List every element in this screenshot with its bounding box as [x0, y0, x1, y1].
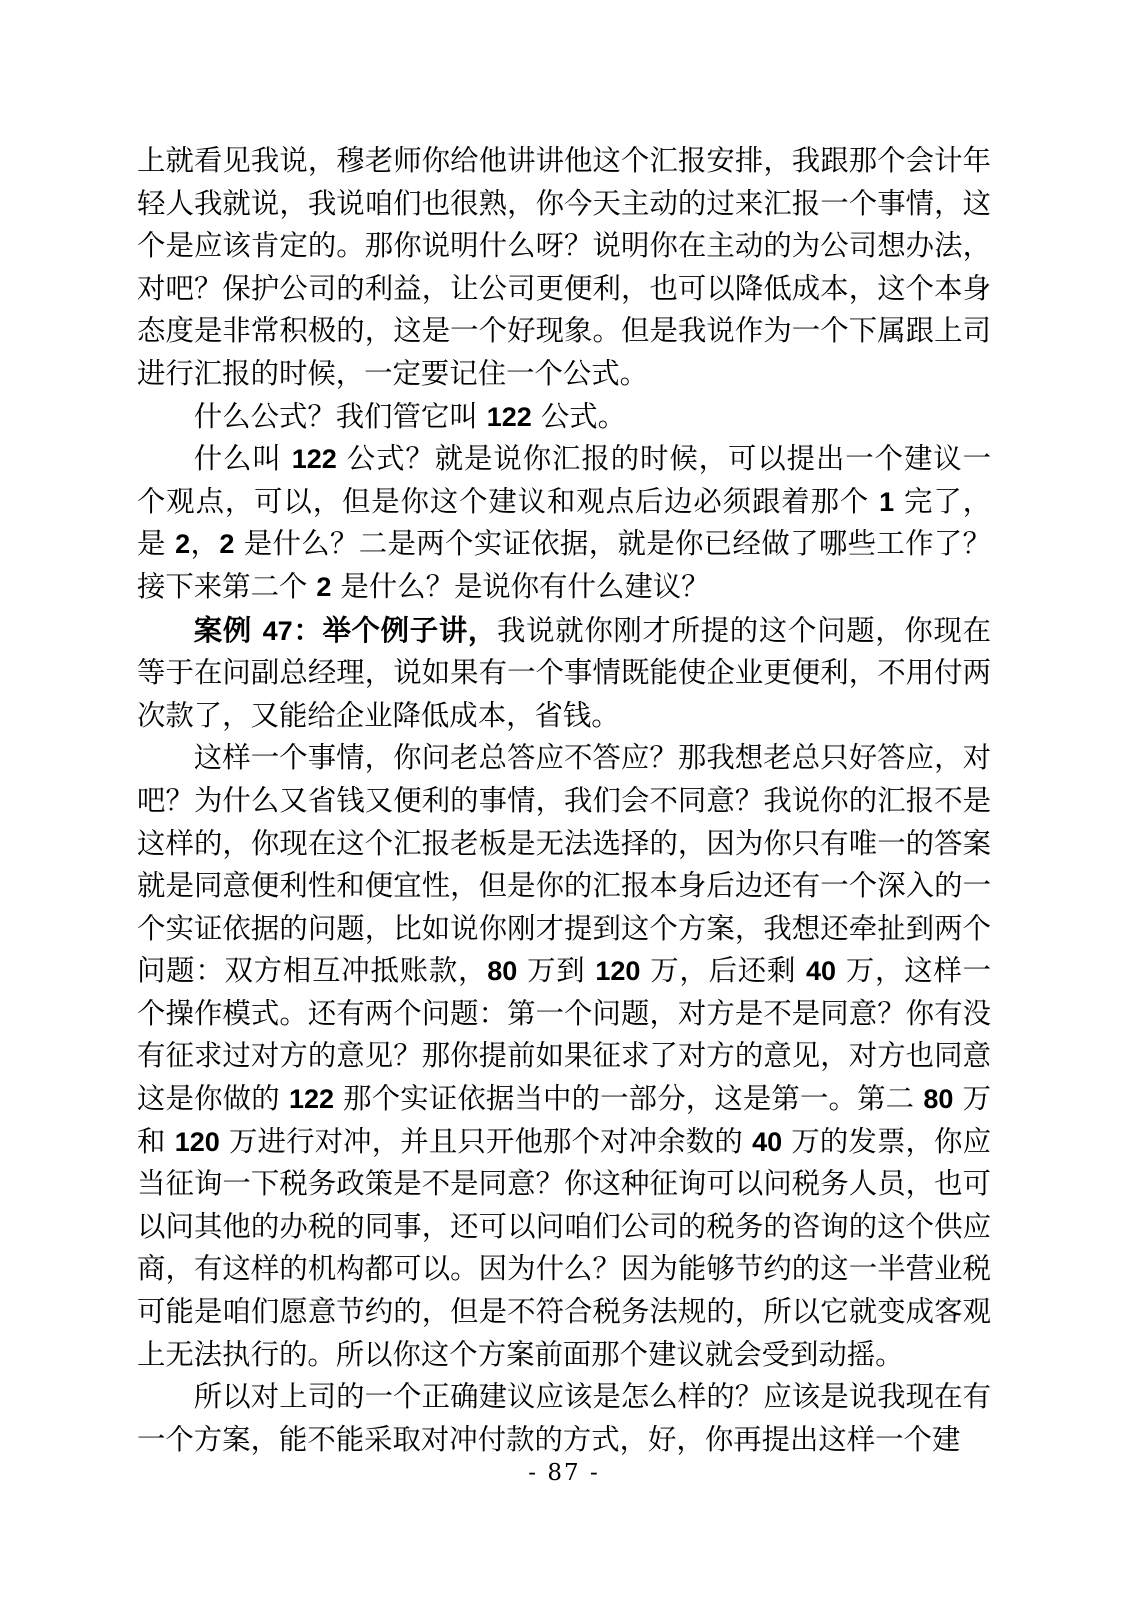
case-47-text: 我说就你刚才所提的这个问题，你现在等于在问副总经理，说如果有一个事情既能使企业更便利，不用付两次款了，又能给企业降低成本，省钱。: [137, 613, 991, 732]
paragraph-correct-suggestion: 所以对上司的一个正确建议应该是怎么样的？应该是说我现在有一个方案，能不能采取对冲付款的方式，好，你再提出这样一个建: [137, 1380, 991, 1456]
page-number: - 87 -: [528, 1460, 600, 1486]
paragraph-what-formula: 什么公式？我们管它叫 122 公式。: [193, 399, 626, 433]
paragraph-report-intro: 上就看见我说，穆老师你给他讲讲他这个汇报安排，我跟那个会计年轻人我就说，我说咱们也很熟，你今天主动的过来汇报一个事情，这个是应该肯定的。那你说明什么呀？说明你在主动的为公司想办法，对吧？保护公司的利益，让公司更便利，也可以降低成本，这个本身态度是非常积极的，这是一个好现象。但是我说作为一个下属跟上司进行汇报的时候，一定要记住一个公式。: [137, 144, 991, 390]
case-47-label: 案例 47：举个例子讲，: [193, 612, 498, 647]
paragraph-122-formula-explained: 什么叫 122 公式？就是说你汇报的时候，可以提出一个建议一个观点，可以，但是你这个建议和观点后边必须跟着那个 1 完了，是 2，2 是什么？二是两个实证依据，就是你已经做了哪些工作了？接下来第二个 2 是什么？是说你有什么建议？: [137, 442, 991, 603]
paragraph-offset-discussion: 这样一个事情，你问老总答应不答应？那我想老总只好答应，对吧？为什么又省钱又便利的事情，我们会不同意？我说你的汇报不是这样的，你现在这个汇报老板是无法选择的，因为你只有唯一的答案就是同意便利性和便宜性，但是你的汇报本身后边还有一个深入的一个实证依据的问题，比如说你刚才提到这个方案，我想还牵扯到两个问题：双方相互冲抵账款，80 万到 120 万，后还剩 40 万，这样一个操作模式。还有两个问题：第一个问题，对方是不是同意？你有没有征求过对方的意见？那你提前如果征求了对方的意见，对方也同意这是你做的 122 那个实证依据当中的一部分，这是第一。第二 80 万和 120 万进行对冲，并且只开他那个对冲余数的 40 万的发票，你应当征询一下税务政策是不是同意？你这种征询可以问税务人员，也可以问其他的办税的同事，还可以问咱们公司的税务的咨询的这个供应商，有这样的机构都可以。因为什么？因为能够节约的这一半营业税可能是咱们愿意节约的，但是不符合税务法规的，所以它就变成客观上无法执行的。所以你这个方案前面那个建议就会受到动摇。: [137, 741, 991, 1371]
paragraph-case-47: [137, 609, 991, 738]
text-block: [137, 140, 991, 1461]
